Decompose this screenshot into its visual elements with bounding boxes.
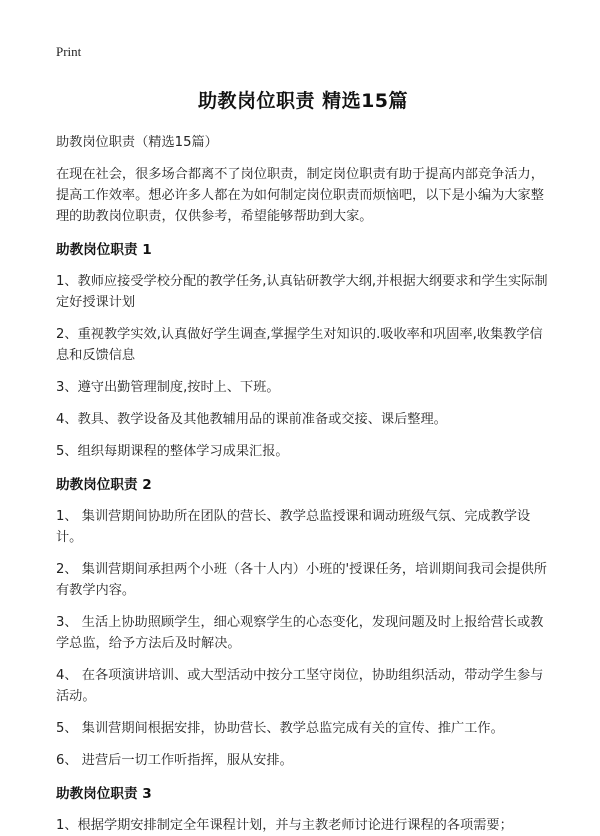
section-heading-2: 助教岗位职责 2	[56, 477, 152, 493]
list-item: 3、 生活上协助照顾学生，细心观察学生的心态变化，发现问题及时上报给营长或教学总监，给予方法后及时解决。	[56, 615, 544, 651]
intro-paragraph: 在现在社会，很多场合都离不了岗位职责，制定岗位职责有助于提高内部竞争活力，提高工作效率。想必许多人都在为如何制定岗位职责而烦恼吧，以下是小编为大家整理的助教岗位职责，仅供参考，希望能够帮助到大家。	[56, 167, 544, 224]
list-item: 5、组织每期课程的整体学习成果汇报。	[56, 444, 289, 459]
document-subtitle: 助教岗位职责（精选15篇）	[56, 135, 218, 150]
list-item: 6、 进营后一切工作听指挥，服从安排。	[56, 753, 293, 768]
print-link[interactable]: Print	[56, 44, 82, 59]
document-title: 助教岗位职责 精选15篇	[197, 90, 409, 112]
list-item: 2、 集训营期间承担两个小班（各十人内）小班的'授课任务，培训期间我司会提供所有教学内容。	[56, 562, 547, 598]
list-item: 5、 集训营期间根据安排，协助营长、教学总监完成有关的宣传、推广工作。	[56, 721, 504, 736]
list-item: 1、 集训营期间协助所在团队的营长、教学总监授课和调动班级气氛、完成教学设计。	[56, 509, 531, 545]
list-item: 4、教具、教学设备及其他教辅用品的课前准备或交接、课后整理。	[56, 412, 447, 427]
list-item: 1、教师应接受学校分配的教学任务,认真钻研教学大纲,并根据大纲要求和学生实际制定好授课计划	[56, 274, 548, 310]
section-heading-1: 助教岗位职责 1	[56, 242, 152, 258]
list-item: 2、重视教学实效,认真做好学生调查,掌握学生对知识的.吸收率和巩固率,收集教学信息和反馈信息	[56, 327, 543, 363]
list-item: 4、 在各项演讲培训、或大型活动中按分工坚守岗位，协助组织活动，带动学生参与活动。	[56, 668, 544, 704]
list-item: 3、遵守出勤管理制度,按时上、下班。	[56, 380, 280, 395]
list-item: 1、根据学期安排制定全年课程计划，并与主教老师讨论进行课程的各项需要；	[56, 818, 513, 833]
section-heading-3: 助教岗位职责 3	[56, 786, 152, 802]
